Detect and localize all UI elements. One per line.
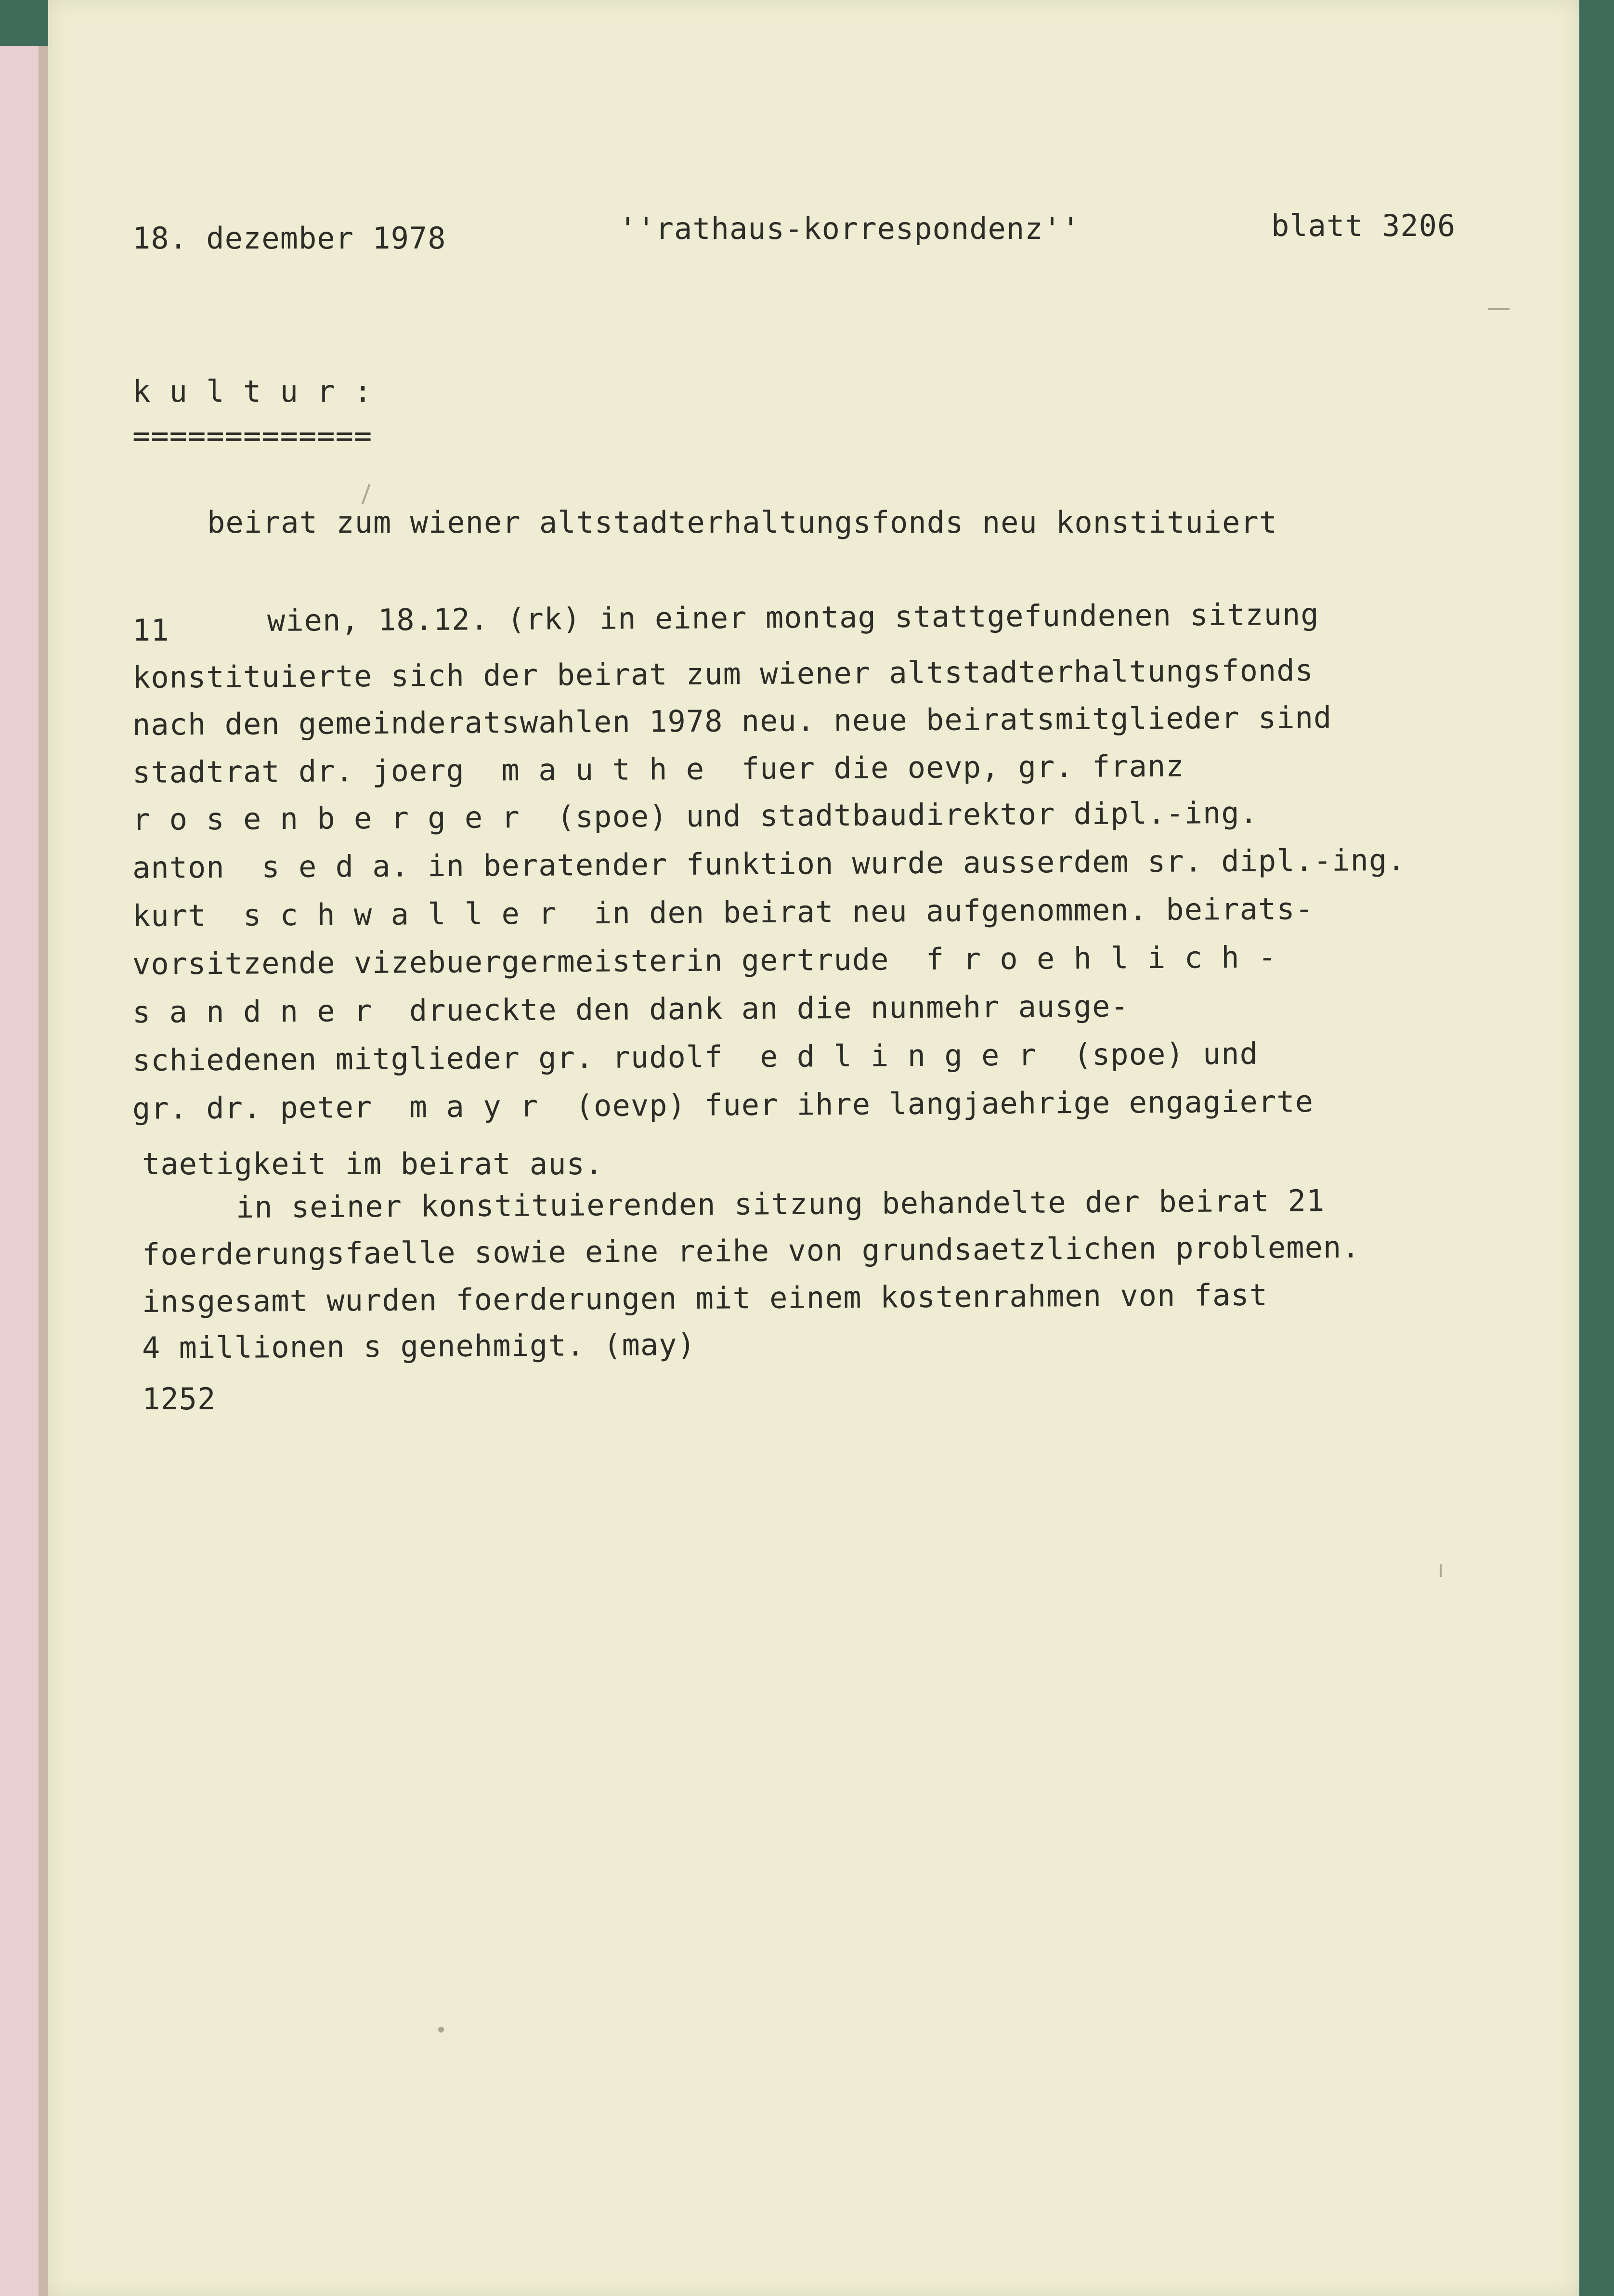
article-number: 11 [132, 613, 169, 648]
paper-speck [1440, 1564, 1442, 1577]
article-line-1: wien, 18.12. (rk) in einer montag stattgefundenen sitzung [267, 596, 1319, 638]
article-line-4: stadtrat dr. joerg m a u t h e fuer die oevp, gr. franz [132, 748, 1184, 790]
article-line-8: vorsitzende vizebuergermeisterin gertrude f r o e h l i c h - [132, 939, 1277, 982]
article-line-9: s a n d n e r drueckte den dank an die nunmehr ausge- [132, 988, 1129, 1030]
article-code: 1252 [142, 1381, 216, 1417]
article-line-15: insgesamt wurden foerderungen mit einem kostenrahmen von fast [142, 1277, 1268, 1319]
article-line-10: schiedenen mitglieder gr. rudolf e d l i n g e r (spoe) und [132, 1036, 1259, 1078]
article-line-2: konstituierte sich der beirat zum wiener altstadterhaltungsfonds [132, 653, 1314, 695]
paper-speck [362, 484, 371, 505]
header-publication: ''rathaus-korrespondenz'' [619, 211, 1080, 246]
article-line-16: 4 millionen s genehmigt. (may) [142, 1326, 696, 1365]
article-line-5: r o s e n b e r g e r (spoe) und stadtbaudirektor dipl.-ing. [132, 795, 1259, 837]
article-line-11: gr. dr. peter m a y r (oevp) fuer ihre langjaehrige engagierte [132, 1084, 1314, 1126]
paper-speck [438, 2027, 444, 2033]
article-line-14: foerderungsfaelle sowie eine reihe von grundsaetzlichen problemen. [142, 1229, 1360, 1272]
header-date: 18. dezember 1978 [132, 221, 446, 256]
article-line-6: anton s e d a. in beratender funktion wurde ausserdem sr. dipl.-ing. [132, 842, 1406, 885]
header-sheet-number: blatt 3206 [1271, 208, 1456, 243]
typewritten-sheet [48, 0, 1579, 2296]
paper-speck [1488, 308, 1510, 310]
article-line-12: taetigkeit im beirat aus. [142, 1146, 604, 1181]
article-line-13: in seiner konstituierenden sitzung behandelte der beirat 21 [235, 1183, 1325, 1225]
section-underline: ============= [132, 418, 373, 453]
section-title: k u l t u r : [132, 374, 373, 409]
page-fold-shadow [39, 46, 49, 2296]
article-headline: beirat zum wiener altstadterhaltungsfonds neu konstituiert [207, 505, 1277, 540]
article-line-3: nach den gemeinderatswahlen 1978 neu. neue beiratsmitglieder sind [132, 699, 1332, 742]
article-line-7: kurt s c h w a l l e r in den beirat neu aufgenommen. beirats- [132, 891, 1314, 933]
